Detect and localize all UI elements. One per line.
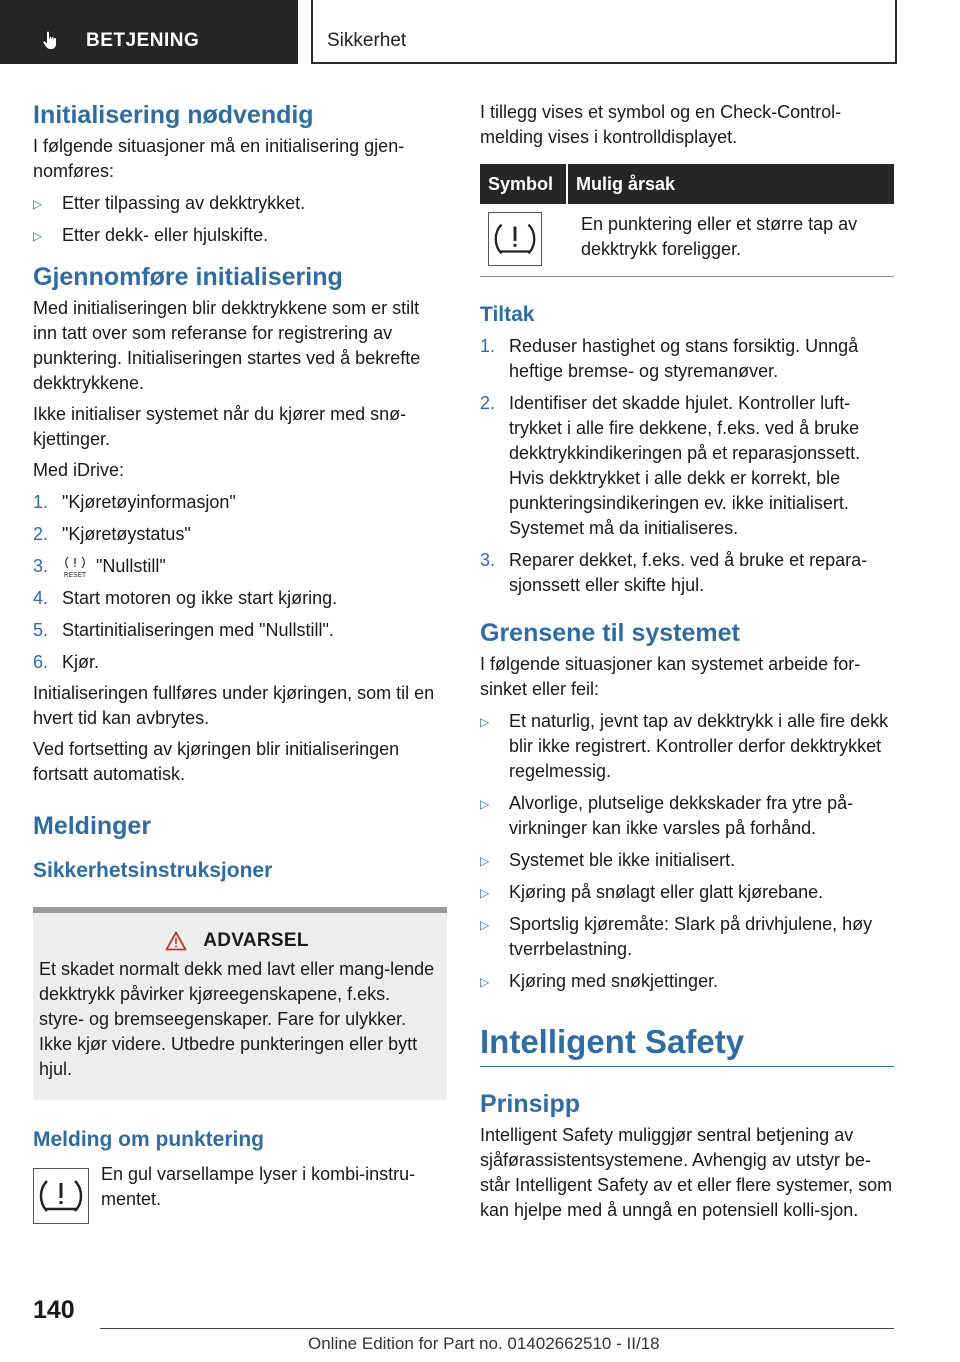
- svg-text:RESET: RESET: [63, 571, 87, 580]
- table-header-cause: Mulig årsak: [567, 164, 894, 204]
- warning-header: [39, 927, 435, 955]
- perform-text: Med iDrive:: [33, 460, 125, 480]
- principle-text: Intelligent Safety muliggjør sentral betjening av sjåførassistentsystemene. Avhengig av utstyr be-står Intelligent Safety av et eller flere systemer, som kan hjelpe med å unngå en potensiell kolli-sjon.: [480, 1125, 893, 1220]
- triangle-bullet-icon: ▷: [33, 197, 43, 211]
- idrive-steps: [33, 490, 447, 675]
- triangle-bullet-icon: ▷: [480, 854, 490, 868]
- list-item: ▷ Kjøring på snølagt eller glatt kjørebane.: [480, 880, 894, 905]
- triangle-bullet-icon: ▷: [480, 886, 490, 900]
- edition-text: Online Edition for Part no. 01402662510 - II/18: [308, 1334, 660, 1353]
- messages-title: Meldinger: [33, 812, 152, 841]
- perform-text: Ved fortsetting av kjøringen blir initialiseringen fortsatt automatisk.: [33, 739, 400, 785]
- section-tab: [0, 0, 298, 64]
- table-cell: En punktering eller et større tap av dekktrykk foreligger.: [567, 204, 894, 277]
- init-intro: I følgende situasjoner må en initialisering gjen-nomføres:: [33, 136, 405, 181]
- intelligent-safety-title: Intelligent Safety: [480, 1023, 745, 1060]
- list-item: ▷ Etter tilpassing av dekktrykket.: [33, 191, 447, 216]
- list-item: ▷ Systemet ble ikke initialisert.: [480, 848, 894, 873]
- chapter-tab: [311, 0, 897, 64]
- list-item: ▷ Kjøring med snøkjettinger.: [480, 969, 894, 994]
- perform-text: Initialiseringen fullføres under kjøringen, som til en hvert tid kan avbrytes.: [33, 683, 435, 729]
- warning-text: Et skadet normalt dekk med lavt eller mang-lende dekktrykk påvirker kjøreegenskapene, f.eks. styre- og bremseegenskaper. Fare for ulykker. Ikke kjør videre. Utbedre punkteringen eller bytt hjul.: [39, 959, 435, 1080]
- init-list: [33, 191, 447, 248]
- warning-box: [33, 913, 447, 1100]
- chapter-label: Sikkerhet: [327, 30, 407, 51]
- symbol-table: [480, 164, 894, 277]
- footer-divider: [100, 1328, 894, 1329]
- warning-triangle-icon: [165, 931, 187, 951]
- list-item: 3. RESET "Nullstill": [33, 556, 166, 580]
- tpms-warning-icon: [33, 1168, 89, 1224]
- left-column: [33, 100, 447, 1224]
- perform-title: Gjennomføre initialisering: [33, 263, 343, 291]
- list-item: 2. Identifiser det skadde hjulet. Kontroller luft-trykket i alle fire dekkene, f.eks. ved å bruke dekktrykkindikeringen på et reparasjonssett. Hvis dekktrykket i alle dekk er korrekt, ble punkteringsindikeringen ev. ikke initialisert. Systemet må da initialiseres.: [480, 393, 861, 538]
- flat-tyre-row: [33, 1162, 447, 1224]
- perform-text: Med initialiseringen blir dekktrykkene som er stilt inn tatt over som referanse for registrering av punktering. Initialiseringen startes ved å bekrefte dekktrykkene.: [33, 298, 421, 393]
- list-item: ▷ Sportslig kjøremåte: Slark på drivhjulene, høy tverrbelastning.: [480, 914, 873, 959]
- table-header-symbol: Symbol: [480, 164, 567, 204]
- right-column: [480, 100, 894, 1223]
- list-item: ▷ Et naturlig, jevnt tap av dekktrykk i alle fire dekk blir ikke registrert. Kontroller derfor dekktrykket regelmessig.: [480, 711, 889, 781]
- section-label: BETJENING: [86, 30, 200, 51]
- triangle-bullet-icon: ▷: [480, 797, 490, 811]
- list-item: 5. Startinitialiseringen med "Nullstill".: [33, 620, 334, 641]
- safety-title: Sikkerhetsinstruksjoner: [33, 859, 273, 883]
- triangle-bullet-icon: ▷: [33, 229, 43, 243]
- tpms-warning-icon: [488, 212, 542, 266]
- display-intro: I tillegg vises et symbol og en Check-Control-melding vises i kontrolldisplayet.: [480, 102, 842, 147]
- page-header: [0, 0, 960, 66]
- page-number: 140: [33, 1296, 75, 1324]
- flat-tyre-title: Melding om punktering: [33, 1128, 264, 1152]
- table-row: [480, 204, 894, 277]
- tiltak-title: Tiltak: [480, 303, 535, 326]
- list-item: 3. Reparer dekket, f.eks. ved å bruke et repara-sjonssett eller skifte hjul.: [480, 550, 868, 595]
- principle-title: Prinsipp: [480, 1090, 581, 1118]
- limits-intro: I følgende situasjoner kan systemet arbeide for-sinket eller feil:: [480, 654, 861, 699]
- limits-list: [480, 709, 894, 994]
- flat-tyre-text: En gul varsellampe lyser i kombi-instru-mentet.: [101, 1164, 416, 1210]
- list-item: 4. Start motoren og ikke start kjøring.: [33, 588, 338, 609]
- list-item: 6. Kjør.: [33, 652, 100, 673]
- hand-pointer-icon: [40, 28, 64, 52]
- triangle-bullet-icon: ▷: [480, 918, 490, 932]
- warning-label: ADVARSEL: [203, 930, 309, 952]
- triangle-bullet-icon: ▷: [480, 975, 490, 989]
- list-item: 2. "Kjøretøystatus": [33, 524, 191, 544]
- list-item: 1. Reduser hastighet og stans forsiktig. Unngå heftige bremse- og styremanøver.: [480, 336, 859, 381]
- title-underline: [480, 1066, 894, 1067]
- init-title: Initialisering nødvendig: [33, 101, 314, 129]
- limits-title: Grensene til systemet: [480, 619, 740, 647]
- list-item: ▷ Etter dekk- eller hjulskifte.: [33, 223, 447, 248]
- list-item: ▷ Alvorlige, plutselige dekkskader fra ytre på-virkninger kan ikke varsles på forhånd.: [480, 793, 854, 838]
- tiltak-list: [480, 334, 894, 598]
- list-item: 1. "Kjøretøyinformasjon": [33, 492, 236, 512]
- tpms-reset-icon: [62, 555, 88, 579]
- perform-text: Ikke initialiser systemet når du kjører med snø-kjettinger.: [33, 404, 407, 449]
- triangle-bullet-icon: ▷: [480, 715, 490, 729]
